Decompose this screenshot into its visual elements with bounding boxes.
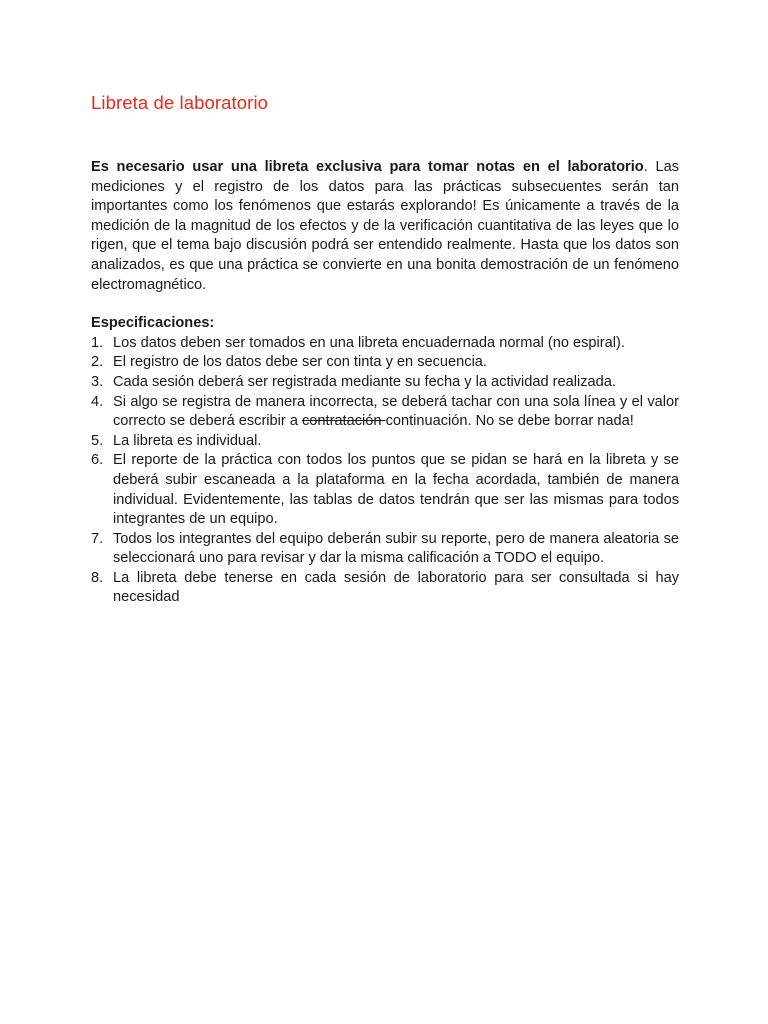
list-item <box>91 451 679 529</box>
intro-lead: Es necesario usar una libreta exclusiva para tomar notas en el laboratorio <box>91 159 644 175</box>
list-item-number: 7. <box>91 530 104 547</box>
intro-lead-period: . <box>643 159 648 175</box>
list-item-number: 2. <box>91 354 104 371</box>
list-item-number: 4. <box>91 393 104 410</box>
list-item-text: Cada sesión deberá ser registrada mediante su fecha y la actividad realizada. <box>113 373 616 390</box>
specs-list <box>91 334 679 608</box>
list-item-text: Todos los integrantes del equipo deberán subir su reporte, pero de manera aleatoria se seleccionará uno para revisar y dar la misma calificación a TODO el equipo. <box>113 530 679 567</box>
list-item-text: Los datos deben ser tomados en una libreta encuadernada normal (no espiral). <box>113 334 625 351</box>
list-item <box>91 530 679 569</box>
list-item-number: 8. <box>91 569 104 586</box>
intro-paragraph <box>91 158 679 295</box>
list-item <box>91 334 679 354</box>
document-body <box>91 158 679 608</box>
list-item-number: 1. <box>91 334 104 351</box>
specs-heading: Especificaciones: <box>91 315 215 332</box>
page-title: Libreta de laboratorio <box>91 92 269 113</box>
list-item <box>91 569 679 608</box>
list-item <box>91 353 679 373</box>
list-item-text: La libreta debe tenerse en cada sesión de laboratorio para ser consultada si hay necesidad <box>113 569 679 606</box>
list-item-number: 6. <box>91 452 104 469</box>
list-item-text: El reporte de la práctica con todos los puntos que se pidan se hará en la libreta y se deberá subir escaneada a la plataforma en la fecha acordada, también de manera individual. Evidentemente, las tablas de datos tendrán que ser las mismas para todos integrantes de un equipo. <box>113 452 679 528</box>
list-item-number: 3. <box>91 373 104 390</box>
list-item <box>91 393 679 432</box>
list-item <box>91 432 679 452</box>
list-item-text-after: continuación. No se debe borrar nada! <box>385 413 634 430</box>
list-item-text: La libreta es individual. <box>113 432 262 449</box>
list-item-text-before: Si algo se registra de manera incorrecta, se deberá tachar con una sola línea y el valor correcto se deberá escribir a <box>113 393 679 430</box>
struck-text: contratación <box>302 413 386 430</box>
list-item-text: El registro de los datos debe ser con tinta y en secuencia. <box>113 354 487 371</box>
intro-body: Las mediciones y el registro de los datos para las prácticas subsecuentes serán tan importantes como los fenómenos que estarás explorando! Es únicamente a través de la medición de la magnitud de los efectos y de la verificación cuantitativa de las leyes que lo rigen, que el tema bajo discusión podrá ser entendido realmente. Hasta que los datos son analizados, es que una práctica se convierte en una bonita demostración de un fenómeno electromagnético. <box>91 159 679 293</box>
list-item-number: 5. <box>91 432 104 449</box>
list-item <box>91 373 679 393</box>
